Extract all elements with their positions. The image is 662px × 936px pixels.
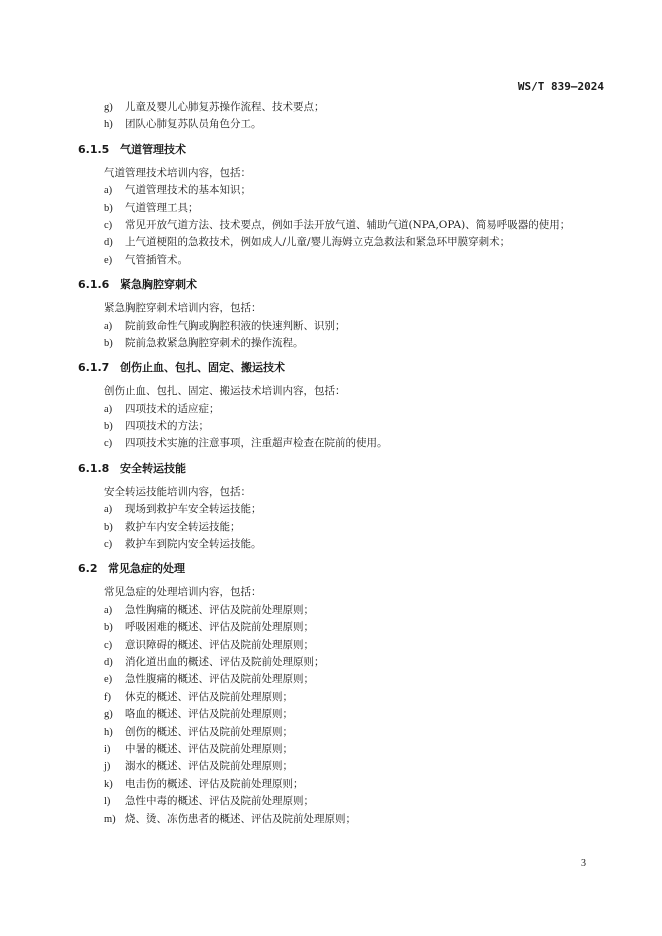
section-intro: 紧急胸腔穿刺术培训内容，包括： — [104, 302, 262, 315]
list-marker: b) — [104, 421, 113, 433]
list-text: 气道管理工具； — [125, 201, 199, 214]
list-marker: a) — [104, 185, 113, 197]
section-heading — [78, 458, 608, 479]
list-item — [78, 706, 608, 723]
list-text: 救护车内安全转运技能； — [125, 520, 241, 533]
list-text: 院前致命性气胸或胸腔积液的快速判断、识别； — [125, 319, 346, 332]
list-text: 四项技术的方法； — [125, 420, 209, 433]
list-text: 烧、烫、冻伤患者的概述、评估及院前处理原则； — [125, 812, 356, 825]
list-marker: e) — [104, 674, 113, 686]
section-number: 6.1.6 — [78, 278, 110, 292]
list-item — [78, 741, 608, 758]
list-marker: c) — [104, 639, 113, 651]
section-title: 气道管理技术 — [120, 142, 186, 156]
section-title: 创伤止血、包扎、固定、搬运技术 — [120, 361, 285, 375]
list-text: 急性中毒的概述、评估及院前处理原则； — [125, 795, 314, 808]
section-number: 6.2 — [78, 562, 98, 576]
list-text: 现场到救护车安全转运技能； — [125, 503, 262, 516]
list-marker: j) — [104, 761, 111, 773]
list-marker: a) — [104, 403, 113, 415]
list-item — [78, 602, 608, 619]
list-item — [78, 619, 608, 636]
list-item — [78, 671, 608, 688]
standard-code: WS/T 839—2024 — [517, 80, 604, 93]
list-item — [78, 793, 608, 810]
list-marker: h) — [104, 119, 113, 131]
list-marker: e) — [104, 254, 113, 266]
section-number: 6.1.7 — [78, 361, 110, 375]
list-text: 意识障碍的概述、评估及院前处理原则； — [125, 638, 314, 651]
section-heading — [78, 139, 608, 160]
list-text: 院前急救紧急胸腔穿刺术的操作流程。 — [125, 336, 304, 349]
list-text: 呼吸困难的概述、评估及院前处理原则； — [125, 621, 314, 634]
list-marker: h) — [104, 726, 113, 738]
list-item — [78, 536, 608, 553]
list-marker: b) — [104, 521, 113, 533]
list-marker: c) — [104, 539, 113, 551]
list-text: 四项技术的适应症； — [125, 402, 220, 415]
list-item — [78, 182, 608, 199]
list-text: 救护车到院内安全转运技能。 — [125, 538, 262, 551]
list-item — [78, 318, 608, 335]
list-text: 气管插管术。 — [125, 253, 188, 266]
list-item — [78, 217, 608, 234]
list-text: 电击伤的概述、评估及院前处理原则； — [125, 777, 304, 790]
list-marker: g) — [104, 102, 113, 113]
section-title: 紧急胸腔穿刺术 — [120, 278, 197, 292]
list-text: 团队心肺复苏队员角色分工。 — [125, 118, 262, 131]
list-marker: l) — [104, 796, 111, 808]
list-text: 消化道出血的概述、评估及院前处理原则； — [125, 655, 325, 668]
page-number: 3 — [581, 858, 586, 869]
document-body — [78, 99, 608, 828]
section-title: 安全转运技能 — [120, 461, 186, 475]
section-number: 6.1.8 — [78, 461, 110, 475]
list-item — [78, 689, 608, 706]
list-text: 气道管理技术的基本知识； — [125, 184, 251, 197]
sections — [78, 139, 608, 828]
list-item — [78, 776, 608, 793]
section-intro: 创伤止血、包扎、固定、搬运技术培训内容，包括： — [104, 385, 346, 398]
list-marker: a) — [104, 320, 113, 332]
list-marker: b) — [104, 622, 113, 634]
list-marker: c) — [104, 219, 113, 231]
section-number: 6.1.5 — [78, 142, 110, 156]
list-text: 上气道梗阻的急救技术，例如成人/儿童/婴儿海姆立克急救法和紧急环甲膜穿刺术； — [125, 236, 511, 249]
list-marker: f) — [104, 691, 111, 703]
section-intro: 安全转运技能培训内容，包括： — [104, 485, 251, 498]
list-item — [78, 234, 608, 251]
list-marker: k) — [104, 778, 113, 790]
list-item — [78, 637, 608, 654]
list-item — [78, 252, 608, 269]
section-heading — [78, 274, 608, 295]
list-text: 急性胸痛的概述、评估及院前处理原则； — [125, 603, 314, 616]
list-item — [78, 335, 608, 352]
list-item — [78, 811, 608, 828]
list-item — [78, 401, 608, 418]
list-marker: i) — [104, 743, 111, 755]
list-item — [78, 501, 608, 518]
list-item — [78, 99, 608, 116]
list-item — [78, 116, 608, 133]
list-text: 常见开放气道方法、技术要点，例如手法开放气道、辅助气道(NPA,OPA)、简易呼吸器的使用； — [125, 218, 571, 231]
list-marker: g) — [104, 709, 113, 721]
list-text: 咯血的概述、评估及院前处理原则； — [125, 708, 293, 721]
list-text: 四项技术实施的注意事项，注重超声检查在院前的使用。 — [125, 437, 388, 450]
list-marker: b) — [104, 337, 113, 349]
list-marker: m) — [104, 813, 116, 825]
list-marker: d) — [104, 656, 113, 668]
section-heading — [78, 357, 608, 378]
list-item — [78, 758, 608, 775]
list-text: 休克的概述、评估及院前处理原则； — [125, 690, 293, 703]
list-text: 儿童及婴儿心肺复苏操作流程、技术要点； — [125, 101, 325, 113]
list-marker: c) — [104, 438, 113, 450]
list-item — [78, 654, 608, 671]
list-text: 溺水的概述、评估及院前处理原则； — [125, 760, 293, 773]
list-item — [78, 519, 608, 536]
list-marker: a) — [104, 504, 113, 516]
list-marker: b) — [104, 202, 113, 214]
list-text: 创伤的概述、评估及院前处理原则； — [125, 725, 293, 738]
list-text: 中暑的概述、评估及院前处理原则； — [125, 742, 293, 755]
list-text: 急性腹痛的概述、评估及院前处理原则； — [125, 673, 314, 686]
section-intro: 气道管理技术培训内容，包括： — [104, 166, 251, 179]
section-intro: 常见急症的处理培训内容，包括： — [104, 586, 262, 599]
list-item — [78, 724, 608, 741]
list-marker: a) — [104, 604, 113, 616]
section-heading — [78, 558, 608, 579]
list-item — [78, 418, 608, 435]
list-item — [78, 200, 608, 217]
list-marker: d) — [104, 237, 113, 249]
list-item — [78, 435, 608, 452]
section-title: 常见急症的处理 — [108, 562, 185, 576]
